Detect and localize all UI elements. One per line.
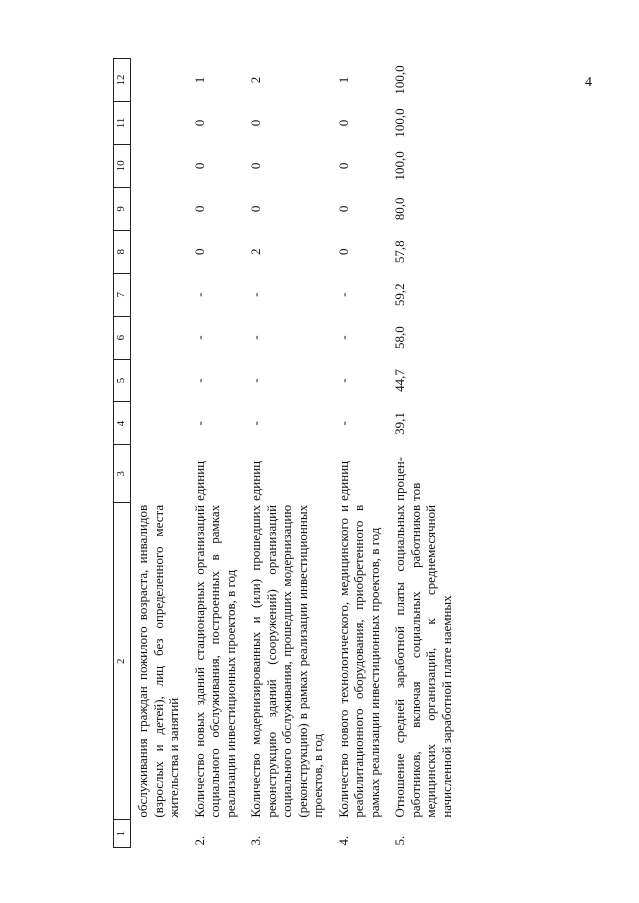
row-number: 5. [392,835,407,846]
value-cell: 1 [335,76,351,84]
page-number: 4 [585,75,592,90]
value-cell: 100,0 [392,65,407,95]
value-cell: 1 [191,76,207,84]
value-cell: - [335,421,351,426]
value-cell [131,230,188,273]
value-cell: 0 [335,119,351,127]
unit-cell: единиц [335,460,351,501]
value-cell: 0 [335,205,351,213]
indicator-name: обслуживания граждан пожилого возраста, инвалидов (взрослых и детей), лиц без определенного места жительства и занятий [135,504,181,818]
value-cell: - [248,292,263,297]
table-row [131,59,188,848]
unit-cell: процен-тов [392,456,423,501]
value-cell [131,187,188,230]
value-cell: - [248,335,263,340]
value-cell: 0 [248,205,263,213]
table-row [188,59,245,848]
value-cell: 0 [248,162,263,170]
row-number [131,820,188,848]
column-number-row [114,59,131,848]
column-header: 8 [114,230,131,273]
value-cell: 0 [335,162,351,170]
value-cell: - [191,421,207,426]
value-cell [131,273,188,316]
indicator-name: Отношение средней заработной платы социальных работников, включая социальных работников медицинских организаций, к среднемесячной начисленной заработной плате наемных [392,504,454,818]
column-header: 10 [114,144,131,187]
value-cell: 100,0 [392,151,407,181]
row-number: 2. [191,835,207,846]
table-row [388,59,460,848]
value-cell: 100,0 [392,108,407,138]
value-cell [131,359,188,402]
indicator-name: Количество новых зданий стационарных организаций социального обслуживания, построенных в рамках реализации инвестиционных проектов, в год [191,504,238,818]
value-cell: 57,8 [392,240,407,264]
value-cell: - [335,335,351,340]
unit-cell: единиц [191,460,207,501]
value-cell: - [248,421,263,426]
value-cell: 80,0 [392,197,407,221]
value-cell: 59,2 [392,283,407,307]
column-header: 11 [114,102,131,145]
column-header: 12 [114,59,131,102]
value-cell: - [191,378,207,383]
table-row [244,59,332,848]
column-header: 5 [114,359,131,402]
value-cell: - [248,378,263,383]
value-cell: - [191,335,207,340]
value-cell [131,316,188,359]
value-cell: - [191,292,207,297]
indicator-name: Количество модернизированных и (или) прошедших реконструкцию зданий (сооружений) организаций социального обслуживания, прошедших модернизацию (реконструкцию) в рамках реализации инвестиционных проектов, в год [248,504,325,818]
column-header: 2 [114,503,131,820]
value-cell: 2 [248,248,263,256]
column-header: 7 [114,273,131,316]
value-cell: 2 [248,76,263,84]
column-header: 4 [114,402,131,445]
value-cell: 0 [191,119,207,127]
value-cell: 39,1 [392,412,407,435]
indicator-name: Количество нового технологического, медицинского и реабилитационного оборудования, приобретенного в рамках реализации инвестиционных проектов, в год [335,504,382,818]
unit-cell: единиц [248,460,263,501]
column-header: 1 [114,820,131,848]
column-header: 9 [114,187,131,230]
value-cell: 0 [335,248,351,256]
value-cell [131,144,188,187]
value-cell: - [335,378,351,383]
table-row [332,59,389,848]
row-number: 3. [248,835,263,846]
value-cell: 0 [191,205,207,213]
row-number: 4. [335,835,351,846]
value-cell [131,102,188,145]
value-cell [131,402,188,445]
unit-cell [131,445,188,503]
value-cell: 44,7 [392,369,407,392]
value-cell: - [335,292,351,297]
column-header: 3 [114,445,131,503]
value-cell [131,59,188,102]
value-cell: 0 [191,162,207,170]
value-cell: 0 [248,119,263,127]
indicators-table [113,58,513,848]
column-header: 6 [114,316,131,359]
value-cell: 0 [191,248,207,256]
value-cell: 58,0 [392,326,407,349]
